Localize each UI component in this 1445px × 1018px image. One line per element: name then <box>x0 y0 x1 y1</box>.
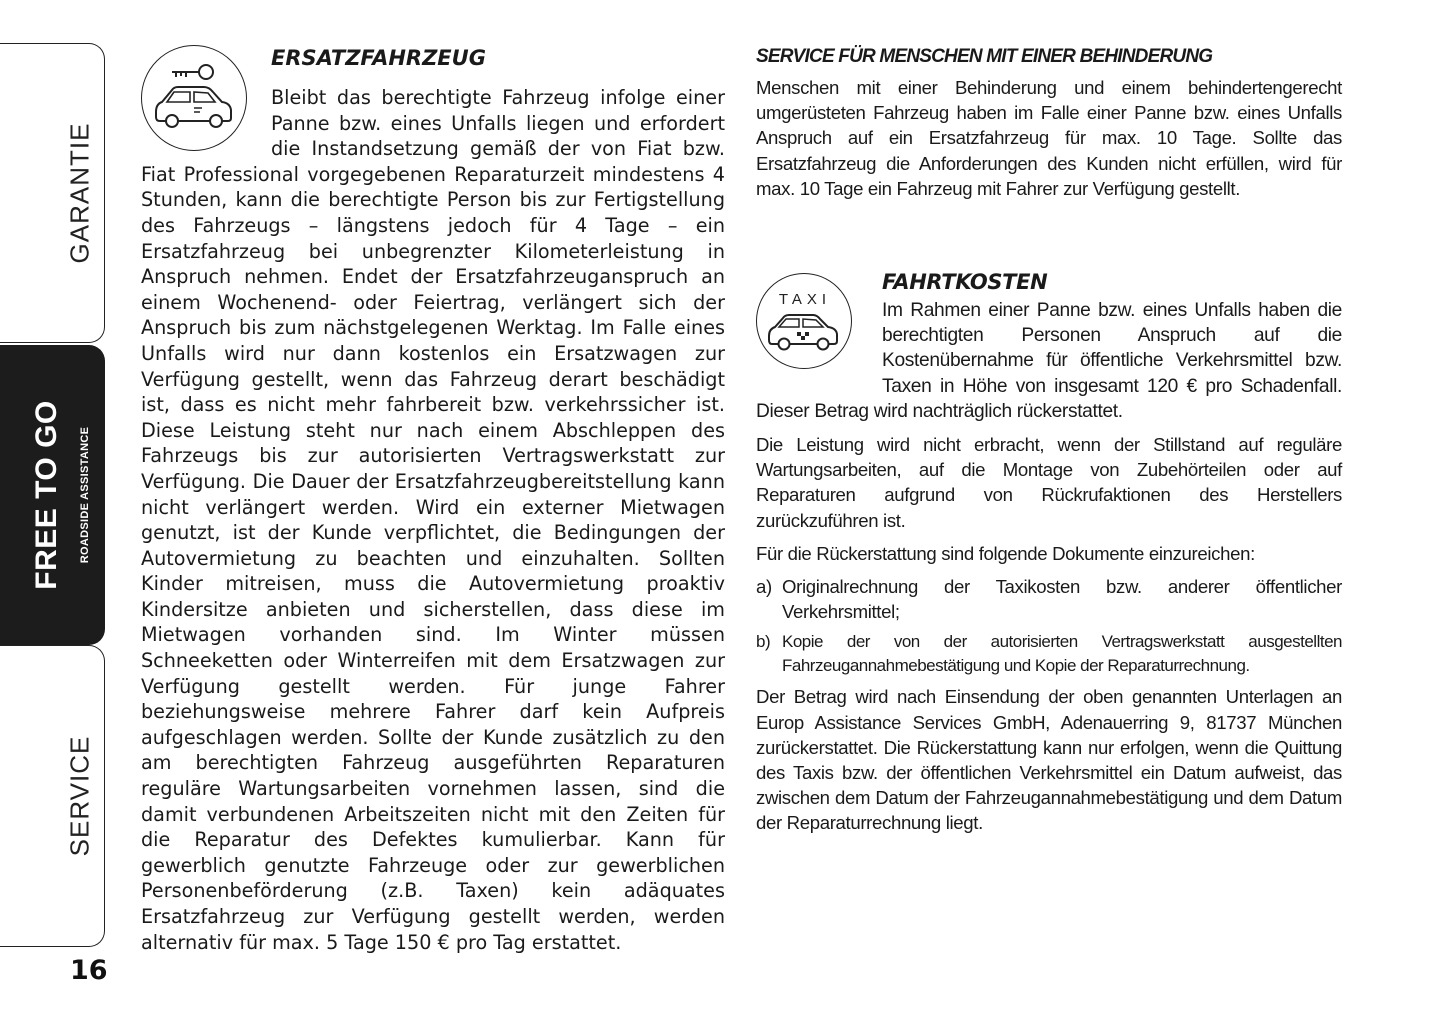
fahrtkosten-p1: Im Rahmen einer Panne bzw. eines Unfalls haben die berechtigten Personen Anspruch auf die Kostenübernahme für öffentliche Verkehrsmittel bzw. Taxen in Höhe von insgesamt 120 € pro Schadenfall. Dieser Betrag wird nachträglich rückerstattet. <box>756 300 1342 422</box>
list-item-text: Kopie der von der autorisierten Vertragswerkstatt ausgestellten Fahrzeugannahmebestätigung und Kopie der Reparaturrechnung. <box>782 632 1342 676</box>
list-item <box>756 574 1342 624</box>
tab-garantie[interactable] <box>0 43 105 343</box>
fahrtkosten-p4: Der Betrag wird nach Einsendung der oben genannten Unterlagen an Europ Assistance Services GmbH, Adenauerring 9, 81737 München zurückerstattet. Die Rückerstattung kann nur erfolgen, wenn die Quittung des Taxis bzw. der öffentlichen Verkehrsmittel ein Datum aufweist, das zwischen dem Datum der Fahrzeugannahmebestätigung und dem Datum der Reparaturrechnung liegt. <box>756 686 1342 834</box>
list-item-label: b) <box>756 632 771 652</box>
list-item <box>756 630 1342 678</box>
list-item-label: a) <box>756 576 772 598</box>
fahrtkosten-p3: Für die Rückerstattung sind folgende Dokumente einzureichen: <box>756 542 1255 564</box>
ersatzfahrzeug-body: Bleibt das berechtigte Fahrzeug infolge einer Panne bzw. eines Unfalls liegen und erfordert die Instandsetzung gemäß der von Fiat bzw. Fiat Professional vorgegebenen Reparaturzeit mindestens 4 Stunden, kann die berechtigte Person bis zur Fertigstellung des Fahrzeugs – längstens jedoch für 4 Tage – ein Ersatzfahrzeug bei unbegrenzter Kilometerleistung in Anspruch nehmen. Endet der Ersatzfahrzeuganspruch an einem Wochenend- oder Feiertrag, verlängert sich der Anspruch bis zum nächstgelegenen Werktag. Im Falle eines Unfalls wird nur dann kostenlos ein Ersatzwagen zur Verfügung gestellt, wenn das Fahrzeug derart beschädigt ist, dass es nicht mehr fahrbereit bzw. verkehrssicher ist. Diese Leistung steht nur nach einem Abschleppen des Fahrzeugs bis zur autorisierten Vertragswerkstatt zur Verfügung. Die Dauer der Ersatzfahrzeugbereitstellung kann nicht verlängert werden. Wird ein externer Mietwagen genutzt, ist der Kunde verpflichtet, die Bedingungen der Autovermietung zu beachten und einzuhalten. Sollten Kinder mitreisen, muss die Autovermietung proaktiv Kindersitze anbieten und sicherstellen, dass diese im Mietwagen vorhanden sind. Im Winter müssen Schneeketten oder Winterreifen mit dem Ersatzwagen zur Verfügung gestellt werden. Für junge Fahrer beziehungsweise mehrere Fahrer darf kein Aufpreis aufgeschlagen werden. Sollte der Kunde zusätzlich zu den am berechtigten Fahrzeug ausgeführten Reparaturen reguläre Wartungsarbeiten vornehmen lassen, sind die damit verbundenen Arbeitszeiten nicht mit den Zeiten für die Reparatur des Defektes kumulierbar. Kann für gewerblich genutzte Fahrzeuge oder zur gewerblichen Personenbeförderung (z.B. Taxen) kein adäquates Ersatzfahrzeug zur Verfügung gestellt werden, werden alternativ für max. 5 Tage 150 € pro Tag erstattet. <box>141 86 725 954</box>
fahrtkosten-title: FAHRTKOSTEN <box>882 270 1048 295</box>
taxi-icon-text: TAXI <box>778 291 832 309</box>
tab-service[interactable] <box>0 645 105 947</box>
tab-free-to-go-label: FREE TO GO <box>30 400 63 590</box>
car-key-icon <box>141 45 247 151</box>
section-ersatzfahrzeug <box>141 45 725 955</box>
list-item-text: Originalrechnung der Taxikosten bzw. anderer öffentlicher Verkehrsmittel; <box>782 576 1342 623</box>
tab-roadside-label: ROADSIDE ASSISTANCE <box>79 426 91 564</box>
fahrtkosten-p2: Die Leistung wird nicht erbracht, wenn der Stillstand auf reguläre Wartungsarbeiten, auf die Montage von Zubehörteilen oder auf Reparaturen aufgrund von Rückrufaktionen des Herstellers zurückzuführen ist. <box>756 434 1342 531</box>
service-title: SERVICE FÜR MENSCHEN MIT EINER BEHINDERUNG <box>756 46 1213 67</box>
section-right <box>756 45 1342 844</box>
tab-free-to-go[interactable] <box>0 345 105 645</box>
page-number: 16 <box>70 955 108 986</box>
tab-service-label: SERVICE <box>64 735 95 857</box>
service-body: Menschen mit einer Behinderung und einem behindertengerecht umgerüsteten Fahrzeug haben im Falle einer Panne bzw. eines Unfalls Anspruch auf ein Ersatzfahrzeug für max. 10 Tage. Sollte das Ersatzfahrzeug die Anforderungen des Kunden nicht erfüllen, wird für max. 10 Tage ein Fahrzeug mit Fahrer zur Verfügung gestellt. <box>756 77 1342 199</box>
section-title: ERSATZFAHRZEUG <box>271 46 486 70</box>
tab-garantie-label: GARANTIE <box>64 122 95 264</box>
taxi-icon <box>756 273 852 369</box>
section-fahrtkosten <box>756 269 1342 432</box>
